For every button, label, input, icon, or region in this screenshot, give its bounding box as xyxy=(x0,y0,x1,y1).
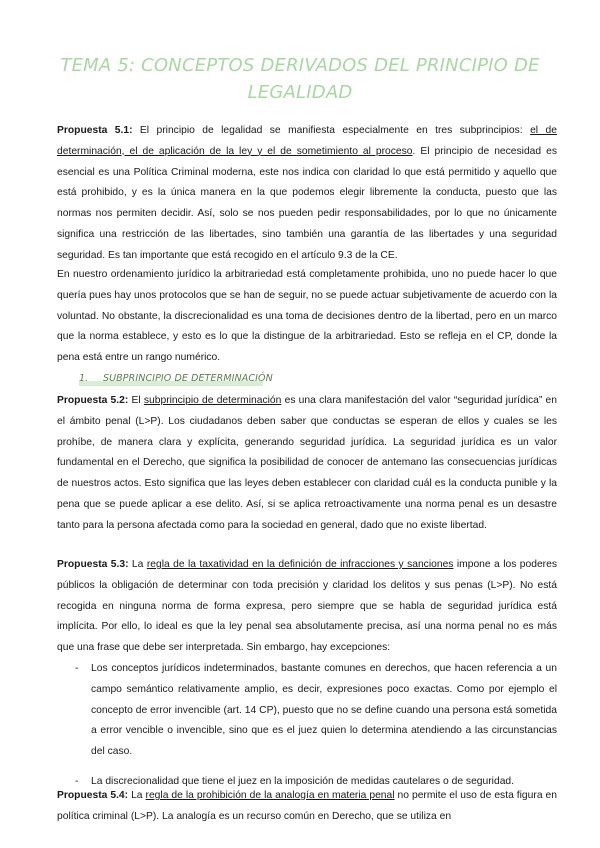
underlined-phrase: subprincipio de determinación xyxy=(143,395,282,406)
list-item: - La discrecionalidad que tiene el juez en la imposición de medidas cautelares o de seguridad. xyxy=(75,775,515,787)
section-label: SUBPRINCIPIO DE DETERMINACIÓN xyxy=(103,373,273,384)
list-item: - Los conceptos jurídicos indeterminados, bastante comunes en derechos, que hacen referencia a un campo semántico relativamente amplio, es decir, expresiones poco exactas. Como por ejemplo el concepto de error invencible (art. 14 CP), puesto que no se define cuando una persona está sometida a error vencible o invencible, sino que es el juez quien lo determina atendiendo a las circunstancias del caso. xyxy=(75,662,557,758)
paragraph-arbitrariedad: En nuestro ordenamiento jurídico la arbitrariedad está completamente prohibida, uno no puede hacer lo que quería pues hay unos protocolos que se han de seguir, no se puede actuar subjetivamente de acuerdo con la voluntad. No obstante, la discrecionalidad es una toma de decisiones dentro de la libertad, pero en un marco que la norma establece, y esto es lo que la distingue de la arbitrariedad. Esto se refleja en el CP, donde la pena está entre un rango numérico. xyxy=(57,269,557,364)
section-number: 1. xyxy=(79,373,89,384)
propuesta-label: Propuesta 5.2: xyxy=(57,395,129,406)
underlined-phrase: regla de la prohibición de la analogía en materia penal xyxy=(145,790,395,801)
propuesta-label: Propuesta 5.3: xyxy=(57,559,129,570)
exceptions-list xyxy=(57,659,557,793)
paragraph-propuesta-5-2: Propuesta 5.2: El subprincipio de determinación es una clara manifestación del valor “seguridad jurídica” en el ámbito penal (L>P). Los ciudadanos deben saber que conductas se esperan de ellos y cuales se les prohíbe, de manera clara y explícita, generando seguridad jurídica. La seguridad jurídica es un valor fundamental en el Derecho, que significa la posibilidad de conocer de antemano las consecuencias jurídicas de nuestros actos. Esto significa que las leyes deben establecer con claridad cuál es la conducta punible y la pena que se puede aplicar a ese delito. Así, si se aplica retroactivamente una norma penal es un desastre tanto para la persona afectada como para la sociedad en general, dado que no existe libertad. xyxy=(57,395,557,531)
paragraph-propuesta-5-3: Propuesta 5.3: La regla de la taxatividad en la definición de infracciones y sanciones impone a los poderes públicos la obligación de determinar con toda precisión y claridad los delitos y sus penas (L>P). No está recogida en ninguna norma de forma expresa, pero siempre que se habla de seguridad jurídica está implícita. Por ello, lo ideal es que la ley penal sea absolutamente precisa, así una norma penal no es más que una frase que debe ser interpretada. Sin embargo, hay excepciones: - Los conceptos jurídicos indeterminados, bastante comunes en derechos, que hacen referencia a un campo semántico relativamente amplio, es decir, expresiones poco exactas. Como por ejemplo el concepto de error invencible (art. 14 CP), puesto que no se define cuando una persona está sometida a error vencible o invencible, sino que es el juez quien lo determina atendiendo a las circunstancias del caso. - La discrecionalidad que tiene el juez en la imposición de medidas cautelares o de seguridad. xyxy=(57,555,557,793)
propuesta-label: Propuesta 5.4: xyxy=(57,790,129,801)
page-title: TEMA 5: CONCEPTOS DERIVADOS DEL PRINCIPIO DE LEGALIDAD xyxy=(60,55,540,103)
propuesta-label: Propuesta 5.1: xyxy=(57,125,133,136)
underlined-phrase: el de determinación, el de aplicación de la ley y el de sometimiento al proceso xyxy=(57,125,557,157)
paragraph-propuesta-5-1: Propuesta 5.1: El principio de legalidad se manifiesta especialmente en tres subprincipios: el de determinación, el de aplicación de la ley y el de sometimiento al proceso. El principio de necesidad es esencial es una Política Criminal moderna, este nos indica con claridad lo que está permitido y aquello que está prohibido, y es la única manera en la que podemos elegir libremente la conducta, puesto que las normas nos permiten decidir. Así, solo se nos pueden pedir responsabilidades, por lo que no únicamente significa una restricción de las libertades, sino también una garantía de las libertades y una seguridad seguridad. Es tan importante que está recogido en el artículo 9.3 de la CE. xyxy=(57,125,557,261)
underlined-phrase: regla de la taxatividad en la definición de infracciones y sanciones xyxy=(146,559,454,570)
section-heading-determinacion xyxy=(79,371,273,387)
paragraph-propuesta-5-4: Propuesta 5.4: La regla de la prohibición de la analogía en materia penal no permite el uso de esta figura en política criminal (L>P). La analogía es un recurso común en Derecho, que se utiliza en xyxy=(57,790,557,822)
